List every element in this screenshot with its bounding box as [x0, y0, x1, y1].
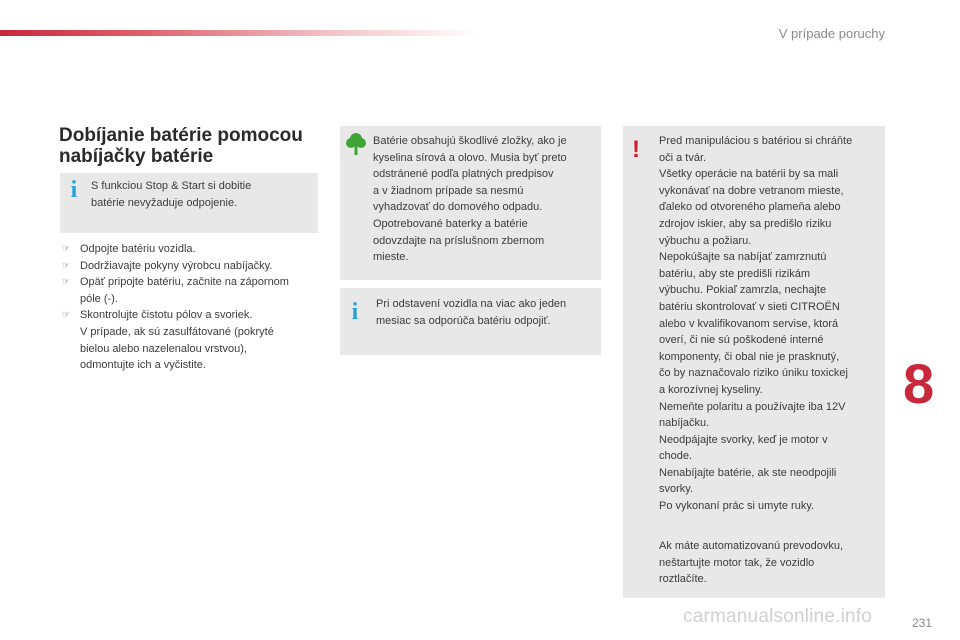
chapter-number: 8	[903, 352, 935, 415]
page-title: Dobíjanie batérie pomocou nabíjačky batérie	[59, 125, 303, 167]
header-accent-bar	[0, 30, 480, 36]
warning-automatic-note: Ak máte automatizovanú prevodovku, neštartujte motor tak, že vozidlo roztlačíte.	[659, 540, 844, 586]
list-item: ☞ Opäť pripojte batériu, začnite na zápornom póle (-).	[62, 274, 322, 307]
exclamation-icon: !	[632, 136, 640, 163]
tree-icon	[345, 132, 367, 156]
info-icon: i	[70, 177, 78, 203]
warning-text: Pred manipuláciou s batériou si chráňte oči a tvár. Všetky operácie na batérii by sa mali vykonávať na dobre vetranom mieste, ďaleko od otvoreného plameňa alebo zdrojov iskier, aby sa predišlo riziku výbuchu a požiaru. Nepokúšajte sa nabíjať zamrznutú batériu, aby ste predišli rizikám výbuchu. Pokiaľ zamrzla, nechajte batériu skontrolovať v sieti CITROËN alebo v kvalifikovanom servise, ktorá overí, či nie sú poškodené interné komponenty, či obal nie je prasknutý, čo by naznačovalo riziko úniku toxickej a korozívnej kyseliny. Nemeňte polaritu a používajte iba 12V nabíjačku. Neodpájajte svorky, keď je motor v chode. Nenabíjajte batérie, ak ste neodpojili svorky. Po vykonaní prác si umyte ruky.	[659, 135, 853, 513]
info-icon: i	[351, 299, 359, 325]
list-item: ☞ Dodržiavajte pokyny výrobcu nabíjačky.	[62, 258, 322, 275]
watermark: carmanualsonline.info	[683, 606, 873, 627]
steps-list	[62, 241, 322, 374]
list-item: ☞ Odpojte batériu vozidla.	[62, 241, 322, 258]
info-note-text: S funkciou Stop & Start si dobitie batérie nevyžaduje odpojenie.	[91, 180, 252, 209]
page-number: 231	[912, 616, 933, 630]
info-note-text: Pri odstavení vozidla na viac ako jeden mesiac sa odporúča batériu odpojiť.	[376, 298, 567, 327]
list-item: ☞ Skontrolujte čistotu pólov a svoriek. V prípade, ak sú zasulfátované (pokryté bielou alebo nazelenalou vrstvou), odmontujte ich a vyčistite.	[62, 307, 322, 373]
section-title: V prípade poruchy	[778, 26, 885, 41]
environment-note-text: Batérie obsahujú škodlivé zložky, ako je kyselina sírová a olovo. Musia byť preto odstránené podľa platných predpisov a v žiadnom prípade sa nesmú vyhadzovať do domového odpadu. Opotrebované baterky a batérie odovzdajte na príslušnom zbernom mieste.	[373, 135, 567, 264]
